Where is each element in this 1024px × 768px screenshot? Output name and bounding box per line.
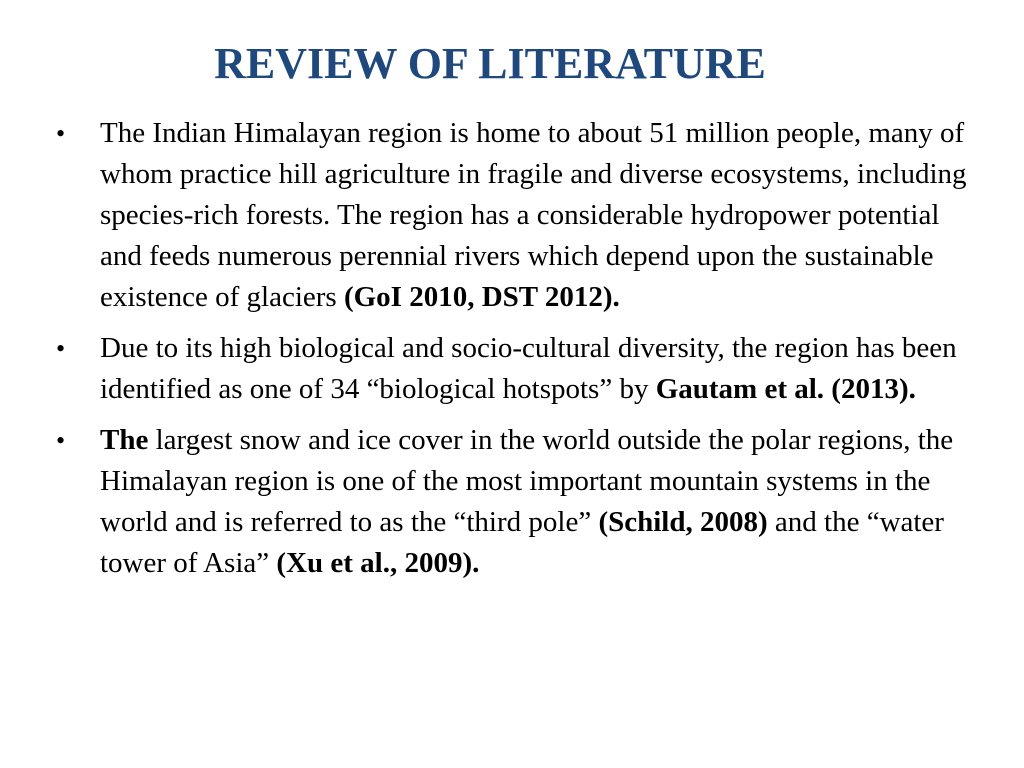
citation: Gautam et al. (2013).	[655, 373, 916, 405]
bullet-text-after: and the “water tower of Asia”	[100, 506, 944, 579]
bullet-text: Due to its high biological and socio-cultural diversity, the region has been identified as one of 34 “biological hotspots” by	[100, 332, 957, 405]
citation-2: (Xu et al., 2009).	[276, 547, 480, 579]
bullet-dot-icon: •	[56, 119, 66, 148]
citation: (Schild, 2008)	[598, 506, 768, 538]
citation: (GoI 2010, DST 2012).	[343, 281, 620, 313]
bullet-lead-word: The	[100, 424, 149, 456]
bullet-text: largest snow and ice cover in the world outside the polar regions, the Himalayan region is one of the most important mountain systems in the world and is referred to as the “third pole”	[100, 424, 954, 538]
bullet-item-1	[56, 113, 976, 318]
bullet-item-2	[56, 328, 976, 410]
bullet-dot-icon: •	[56, 426, 66, 455]
bullet-item-3	[56, 420, 976, 584]
bullet-dot-icon: •	[56, 334, 66, 363]
bullet-text: The Indian Himalayan region is home to about 51 million people, many of whom practice hill agriculture in fragile and diverse ecosystems, including species-rich forests. The region has a considerable hydropower potential and feeds numerous perennial rivers which depend upon the sustainable existence of glaciers	[100, 117, 967, 313]
slide-title: REVIEW OF LITERATURE	[214, 39, 766, 88]
bullet-list	[56, 113, 976, 594]
